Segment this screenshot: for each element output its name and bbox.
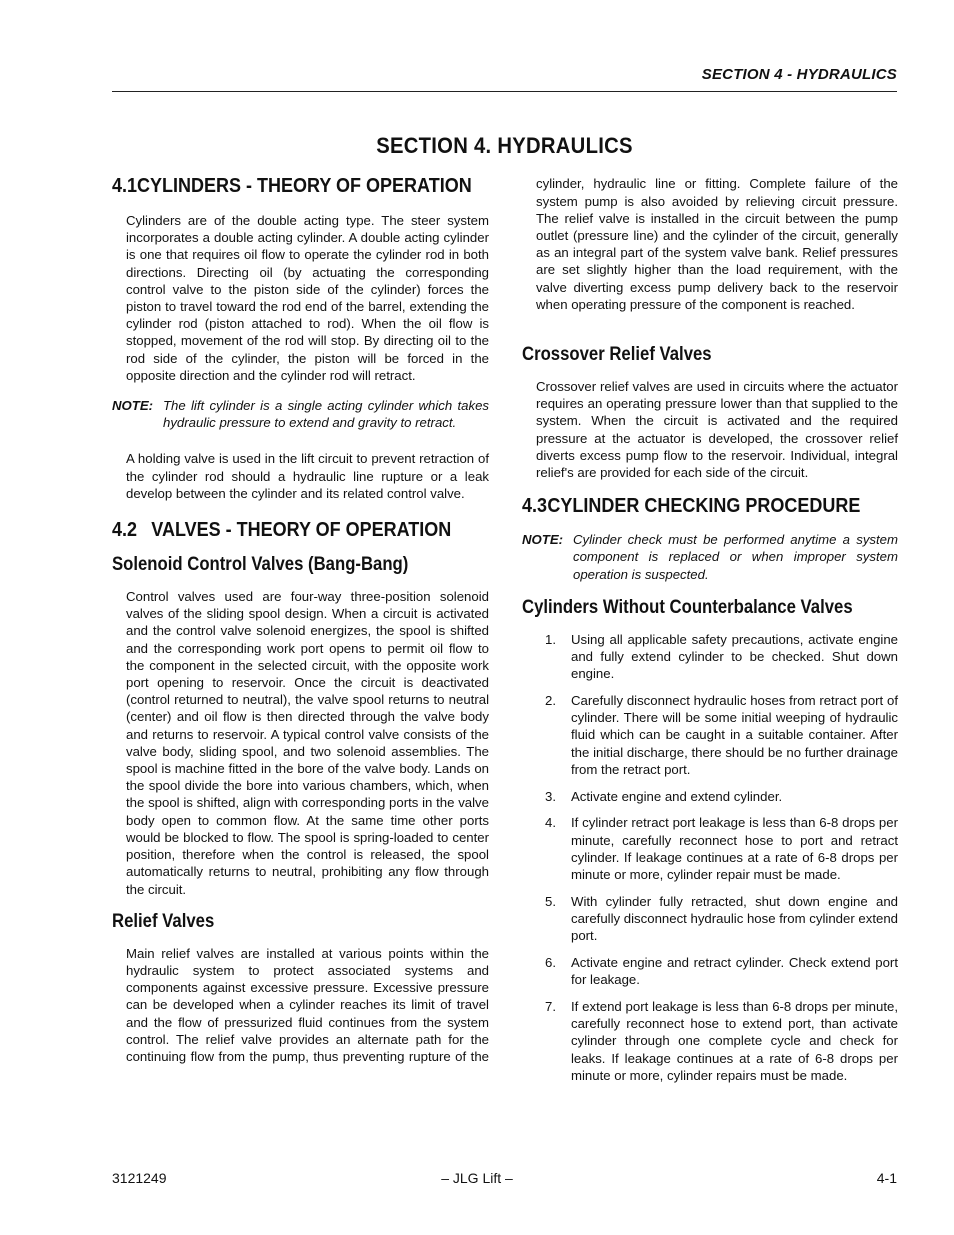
page-title: SECTION 4. HYDRAULICS [376,133,633,158]
solenoid-heading: Solenoid Control Valves (Bang-Bang) [112,554,409,576]
cylinder-check-note [522,531,898,583]
section-number: 4.1 [112,175,138,197]
relief-valves-paragraph: Main relief valves are installed at various points within the hydraulic system to protect associated systems and components against excessive pressure. Excessive pressure can be developed when a cylinder reaches its limit of travel and the flow of pressurized fluid continues from the system control. The relief valve provides an alternate path for the continuing flow from the pump, thus preventing rupture of the [126,945,489,1064]
list-item: 7. If extend port leakage is less than 6-8 drops per minute, carefully reconnect hose to extend port, than activate cylinder through one complete cycle and check for leaks. If leakage continues at a rate of 6-8 drops per minute or more, cylinder repairs must be made. [545,999,898,1083]
note-label: NOTE: [522,532,564,548]
section-4-1-heading [112,175,472,198]
footer-center-text: – JLG Lift – [441,1170,513,1186]
cylinders-paragraph: Cylinders are of the double acting type. The steer system incorporates a double acting cylinder. A double acting cylinder is one that requires oil flow to operate the cylinder rod in both directions. Directing oil (by actuating the corresponding control valve to the piston side of the cylinder) forces the piston to travel toward the rod end of the barrel, extending the cylinder rod (piston attached to rod). When the oil flow is stopped, movement of the rod will stop. By directing oil to the rod side of the cylinder, the piston will be forced in the opposite direction and the cylinder rod will retract. [126,213,489,383]
note-text: Cylinder check must be performed anytime a system component is replaced or when improper system operation is suspected. [573,532,898,582]
left-column [112,175,489,1066]
right-column [522,176,898,1094]
list-item: 3. Activate engine and extend cylinder. [545,788,783,804]
footer-page-number: 4-1 [876,1170,897,1186]
crossover-paragraph: Crossover relief valves are used in circuits where the actuator requires an operating pressure lower than that supplied to the system. When the circuit is activated and the required pressure at the actuator is developed, the crossover relief diverts excess pump flow to the reservoir. Individual, integral relief's are provided for each side of the circuit. [536,379,898,481]
section-title: VALVES - THEORY OF OPERATION [151,519,452,542]
running-header: SECTION 4 - HYDRAULICS [701,66,897,83]
note-text: The lift cylinder is a single acting cylinder which takes hydraulic pressure to extend and gravity to retract. [163,398,489,431]
relief-valves-heading: Relief Valves [112,910,215,932]
holding-valve-paragraph: A holding valve is used in the lift circuit to prevent retraction of the cylinder rod should a hydraulic line rupture or a leak develop between the cylinder and its related control valve. [126,451,489,501]
section-title: CYLINDERS - THEORY OF OPERATION [137,175,472,197]
procedure-steps [522,631,898,1084]
header-rule [112,91,897,92]
lift-cylinder-note [112,397,489,431]
section-4-2-heading [112,519,451,542]
list-item: 4. If cylinder retract port leakage is less than 6-8 drops per minute, carefully reconnect hose to port and retract cylinder. If leakage continues at a rate of 6-8 drops per minute or more, cylinder repair must be made. [545,815,898,883]
solenoid-paragraph: Control valves used are four-way three-position solenoid valves of the sliding spool design. When a circuit is activated and the control valve solenoid energizes, the spool is shifted and the corresponding work port opens to permit oil flow to the component in the selected circuit, with the opposite work port opening to reservoir. Once the circuit is deactivated (control returned to neutral), the valve spool returns to neutral (center) and oil flow is then directed through the valve body and returns to reservoir. A typical control valve consists of the valve body, sliding spool, and two solenoid assemblies. The spool is machine fitted in the bore of the valve body. Lands on the spool divide the bore into various chambers, which, when the spool is shifted, align with corresponding ports in the valve body open to common flow. At the same time other ports would be blocked to flow. The spool is spring-loaded to center position, therefore when the control is released, the spool automatically returns to neutral, prohibiting any flow through the circuit. [126,589,489,897]
note-label: NOTE: [112,398,154,414]
section-4-3-heading [522,495,860,518]
section-number: 4.3 [522,495,548,518]
list-item: 2. Carefully disconnect hydraulic hoses from retract port of cylinder. There will be some initial weeping of hydraulic fluid which can be caught in a suitable container. After the initial discharge, there should be no further drainage from the retract port. [545,693,898,777]
list-item: 1. Using all applicable safety precautions, activate engine and fully extend cylinder to be checked. Shut down engine. [545,631,898,682]
relief-valves-paragraph-continued: cylinder, hydraulic line or fitting. Complete failure of the system pump is also avoided by relieving circuit pressure. The relief valve is installed in the circuit between the pump outlet (pressure line) and the cylinder of the circuit, generally as an integral part of the system valve bank. Relief pressures are set slightly higher than the load requirement, with the valve diverting excess pump delivery back to the reservoir when operating pressure of the component is reached. [536,176,898,312]
relief-continuation [522,176,898,331]
list-item: 6. Activate engine and retract cylinder. Check extend port for leakage. [545,955,898,988]
section-number: 4.2 [112,519,138,542]
without-counterbalance-heading: Cylinders Without Counterbalance Valves [522,596,853,618]
list-item: 5. With cylinder fully retracted, shut down engine and carefully disconnect hydraulic hose from cylinder extend port. [545,893,898,944]
crossover-heading: Crossover Relief Valves [522,344,712,365]
footer-doc-number: 3121249 [112,1170,167,1186]
section-title: CYLINDER CHECKING PROCEDURE [547,495,861,518]
